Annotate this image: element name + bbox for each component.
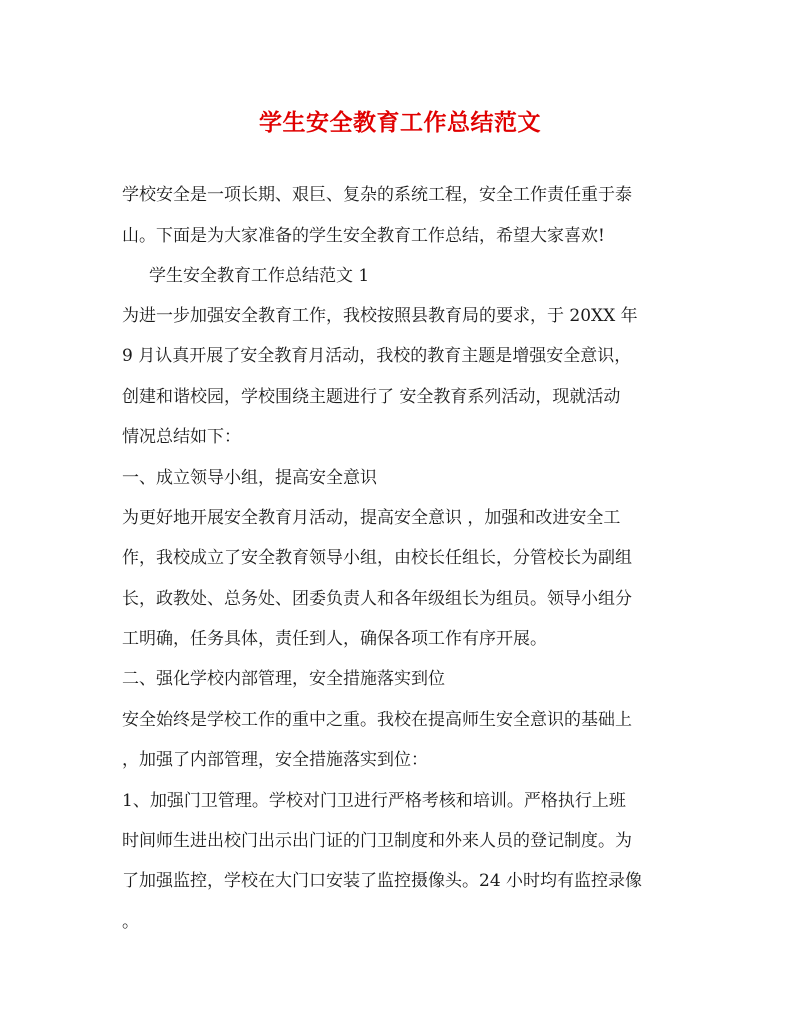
- intro-line-2: 山。下面是为大家准备的学生安全教育工作总结，希望大家喜欢!: [122, 226, 605, 246]
- paragraph-line: ，加强了内部管理，安全措施落实到位：: [122, 750, 428, 770]
- document-title: 学生安全教育工作总结范文: [259, 109, 541, 136]
- paragraph-line: 。: [122, 912, 139, 932]
- paragraph-line: 1、加强门卫管理。学校对门卫进行严格考核和培训。严格执行上班: [122, 791, 626, 811]
- paragraph-line: 长，政教处、总务处、团委负责人和各年级组长为组员。领导小组分: [122, 589, 632, 609]
- intro-line-1: 学校安全是一项长期、艰巨、复杂的系统工程，安全工作责任重于泰: [122, 185, 632, 205]
- paragraph-line: 安全始终是学校工作的重中之重。我校在提高师生安全意识的基础上: [122, 710, 632, 730]
- section-heading-2: 二、强化学校内部管理，安全措施落实到位: [122, 669, 445, 689]
- paragraph-line: 工明确，任务具体，责任到人，确保各项工作有序开展。: [122, 629, 547, 649]
- paragraph-line: 为更好地开展安全教育月活动，提高安全意识 ，加强和改进安全工: [122, 508, 621, 528]
- paragraph-line: 为进一步加强安全教育工作，我校按照县教育局的要求，于 20XX 年: [122, 306, 638, 326]
- subheading-essay-1: 学生安全教育工作总结范文 1: [149, 266, 370, 286]
- paragraph-line: 作，我校成立了安全教育领导小组，由校长任组长，分管校长为副组: [122, 548, 632, 568]
- paragraph-line: 了加强监控，学校在大门口安装了监控摄像头。24 小时均有监控录像: [122, 871, 643, 891]
- paragraph-line: 情况总结如下：: [122, 427, 241, 447]
- paragraph-line: 时间师生进出校门出示出门证的门卫制度和外来人员的登记制度。为: [122, 831, 632, 851]
- paragraph-line: 9 月认真开展了安全教育月活动，我校的教育主题是增强安全意识，: [122, 346, 632, 366]
- section-heading-1: 一、成立领导小组，提高安全意识: [122, 468, 377, 488]
- paragraph-line: 创建和谐校园，学校围绕主题进行了 安全教育系列活动，现就活动: [122, 387, 621, 407]
